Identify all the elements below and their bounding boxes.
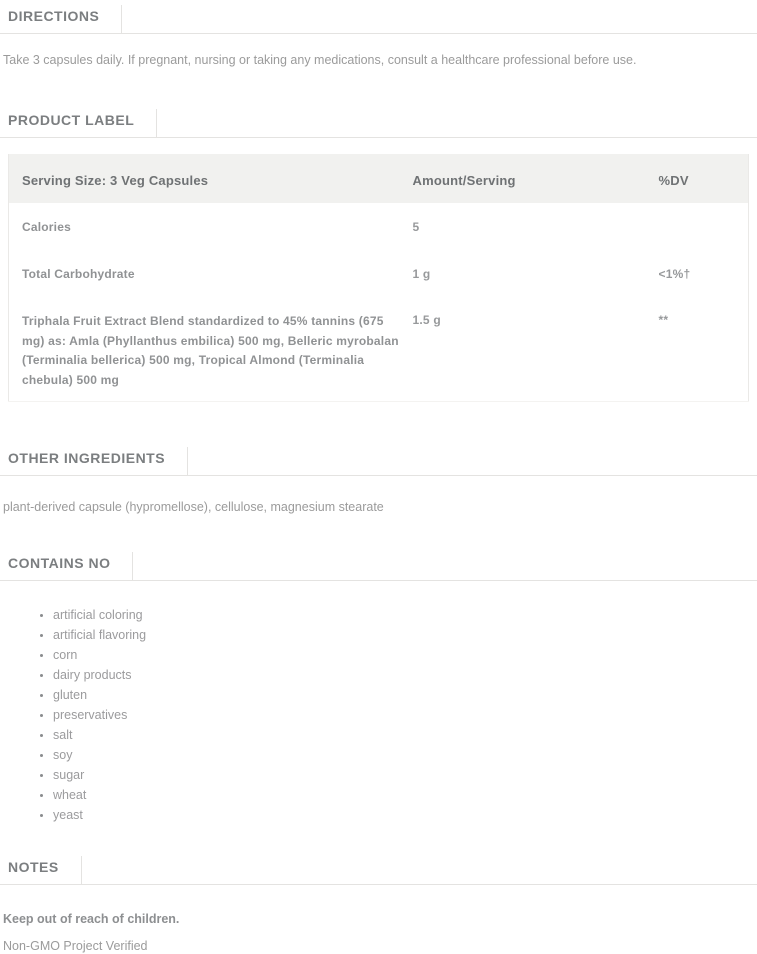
- nutrient-name: Triphala Fruit Extract Blend standardized to 45% tannins (675 mg) as: Amla (Phyllanthus embilica) 500 mg, Belleric myrobalan (Terminalia bellerica) 500 mg, Tropical Almond (Terminalia chebula) 500 mg: [22, 314, 399, 387]
- list-item: • dairy products: [53, 665, 757, 685]
- directions-text: Take 3 capsules daily. If pregnant, nursing or taking any medications, consult a healthcare professional before use.: [3, 53, 637, 67]
- list-item: • corn: [53, 645, 757, 665]
- table-row-carbohydrate: [9, 250, 749, 297]
- list-item: • artificial flavoring: [53, 625, 757, 645]
- list-item: • gluten: [53, 685, 757, 705]
- product-label-heading-label: PRODUCT LABEL: [8, 109, 157, 137]
- other-ingredients-heading-label: OTHER INGREDIENTS: [8, 447, 188, 475]
- list-item: • soy: [53, 745, 757, 765]
- product-label-section: [0, 104, 757, 402]
- amount-serving-header: Amount/Serving: [413, 154, 659, 203]
- other-ingredients-text: plant-derived capsule (hypromellose), cellulose, magnesium stearate: [3, 500, 384, 514]
- list-item: • artificial coloring: [53, 605, 757, 625]
- table-row-calories: [9, 203, 749, 250]
- directions-heading-label: DIRECTIONS: [8, 5, 122, 33]
- supplement-facts-table: [8, 154, 749, 402]
- table-header-row: [9, 154, 749, 203]
- list-item: • yeast: [53, 805, 757, 825]
- nutrient-dv: **: [658, 313, 669, 327]
- notes-section: [0, 851, 757, 954]
- directions-section: [0, 0, 757, 68]
- nutrient-amount: 1.5 g: [412, 313, 441, 327]
- serving-size-header: Serving Size: 3 Veg Capsules: [9, 154, 413, 203]
- other-ingredients-heading: [0, 442, 757, 476]
- nutrient-amount: 1 g: [412, 267, 431, 281]
- table-row-triphala-blend: [9, 297, 749, 402]
- nutrient-dv: [659, 203, 749, 250]
- other-ingredients-section: [0, 442, 757, 515]
- list-item: • wheat: [53, 785, 757, 805]
- nutrient-name: Total Carbohydrate: [22, 267, 135, 281]
- keep-out-of-reach-note: Keep out of reach of children.: [3, 912, 180, 926]
- nutrient-name: Calories: [22, 220, 71, 234]
- dv-header: %DV: [659, 154, 749, 203]
- nutrient-dv: <1%†: [658, 267, 691, 281]
- notes-heading: [0, 851, 757, 885]
- notes-heading-label: NOTES: [8, 856, 82, 884]
- list-item: • preservatives: [53, 705, 757, 725]
- nutrient-amount: 5: [412, 220, 420, 234]
- list-item: • salt: [53, 725, 757, 745]
- product-label-heading: [0, 104, 757, 138]
- contains-no-section: [0, 547, 757, 825]
- list-item: • sugar: [53, 765, 757, 785]
- contains-no-heading-label: CONTAINS NO: [8, 552, 133, 580]
- contains-no-list: [0, 605, 757, 825]
- directions-heading: [0, 0, 757, 34]
- contains-no-heading: [0, 547, 757, 581]
- non-gmo-note: Non-GMO Project Verified: [3, 939, 148, 953]
